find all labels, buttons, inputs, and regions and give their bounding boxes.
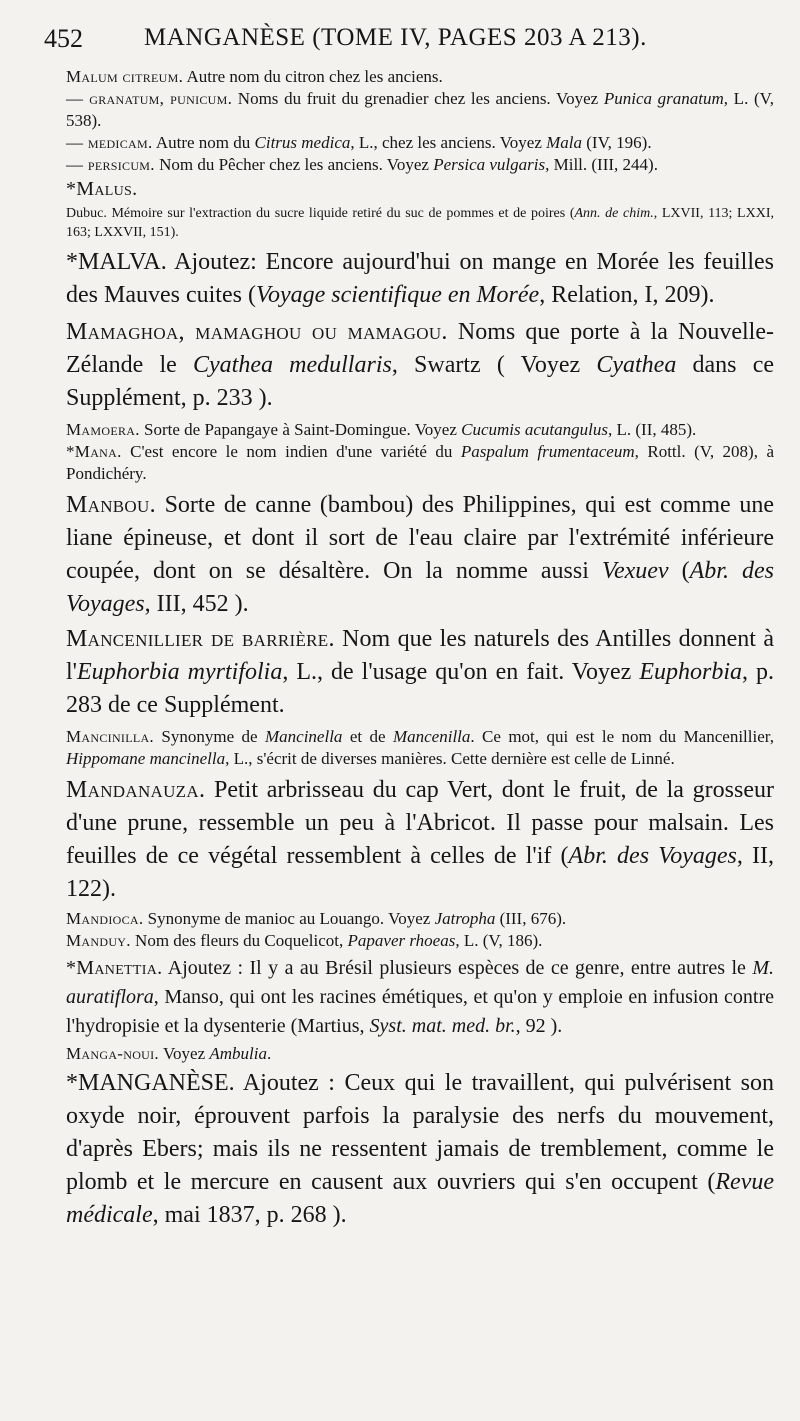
dictionary-entries xyxy=(66,66,774,1232)
entry-mandanauza: Mandanauza. Petit arbrisseau du cap Vert, dont le fruit, de la grosseur d'une prune, ressemble un peu à l'Abricot. Il passe pour malsain. Les feuilles de ce végétal ressemblent à celles de l'if (Abr. des Voyages, II, 122). xyxy=(66,777,774,902)
entry-persicum: — persicum. Nom du Pêcher chez les anciens. Voyez Persica vulgaris, Mill. (III, 244). xyxy=(66,155,658,174)
entry-headword: *MALVA. xyxy=(66,249,167,275)
entry-malum-citreum: Malum citreum. Autre nom du citron chez les anciens. xyxy=(66,67,443,86)
entry-manbou: Manbou. Sorte de canne (bambou) des Philippines, qui est comme une liane épineuse, et dont il sort de l'eau claire par l'extrémité inférieure coupée, dont on se désaltère. On la nomme aussi Vexuev (Abr. des Voyages, III, 452 ). xyxy=(66,492,774,617)
entry-malva: *MALVA. Ajoutez: Encore aujourd'hui on mange en Morée les feuilles des Mauves cuites (Voyage scientifique en Morée, Relation, I, 209). xyxy=(66,249,774,308)
entry-granatum: — granatum, punicum. Noms du fruit du grenadier chez les anciens. Voyez Punica granatum, L. (V, 538). xyxy=(66,89,774,130)
entry-malus-reference: Dubuc. Mémoire sur l'extraction du sucre liquide retiré du suc de pommes et de poires (Ann. de chim., LXVII, 113; LXXI, 163; LXXVII, 151). xyxy=(66,206,774,240)
entry-manduy: Manduy. Nom des fleurs du Coquelicot, Papaver rhoeas, L. (V, 186). xyxy=(66,931,543,950)
entry-mana: *Mana. C'est encore le nom indien d'une variété du Paspalum frumentaceum, Rottl. (V, 208), à Pondichéry. xyxy=(66,442,774,483)
entry-medicam: — medicam. Autre nom du Citrus medica, L., chez les anciens. Voyez Mala (IV, 196). xyxy=(66,133,652,152)
entry-mamaghoa: Mamaghoa, mamaghou ou mamagou. Noms que porte à la Nouvelle-Zélande le Cyathea medullaris, Swartz ( Voyez Cyathea dans ce Supplément, p. 233 ). xyxy=(66,319,775,411)
entry-headword: Mamoera. xyxy=(66,420,140,439)
entry-headword: *Malus. xyxy=(66,178,138,200)
entry-headword: Mamaghoa, mamaghou ou mamagou. xyxy=(66,319,448,345)
entry-headword: *Manettia. xyxy=(66,957,163,979)
entry-headword: — persicum. xyxy=(66,155,155,174)
entry-manettia: *Manettia. Ajoutez : Il y a au Brésil plusieurs espèces de ce genre, entre autres le M. auratiflora, Manso, qui ont les racines émétiques, et qu'on y emploie en infusion contre l'hydropisie et la dysenterie (Martius, Syst. mat. med. br., 92 ). xyxy=(66,957,774,1037)
entry-manga-noui: Manga-noui. Voyez Ambulia. xyxy=(66,1044,272,1063)
entry-headword: Mandanauza. xyxy=(66,777,206,803)
entry-mamoera: Mamoera. Sorte de Papangaye à Saint-Domingue. Voyez Cucumis acutangulus, L. (II, 485). xyxy=(66,420,697,439)
page-header xyxy=(44,24,780,60)
entry-malus xyxy=(66,176,774,202)
entry-headword: *Mana. xyxy=(66,442,122,461)
entry-headword: Manga-noui. xyxy=(66,1044,159,1063)
entry-headword: Mandioca. xyxy=(66,909,144,928)
entry-headword: Mancinilla. xyxy=(66,727,154,746)
entry-headword: Mancenillier de barrière. xyxy=(66,626,335,652)
entry-mancinilla: Mancinilla. Synonyme de Mancinella et de Mancenilla. Ce mot, qui est le nom du Mancenillier, Hippomane mancinella, L., s'écrit de diverses manières. Cette dernière est celle de Linné. xyxy=(66,727,774,768)
entry-headword: *MANGANÈSE. xyxy=(66,1070,235,1096)
entry-headword: — granatum, punicum. xyxy=(66,89,233,108)
entry-manganese: *MANGANÈSE. Ajoutez : Ceux qui le travaillent, qui pulvérisent son oxyde noir, éprouvent parfois la paralysie des nerfs du mouvement, d'après Ebers; mais ils ne ressentent jamais de tremblement, comme le plomb et le mercure en causent aux ouvriers qui s'en occupent (Revue médicale, mai 1837, p. 268 ). xyxy=(66,1070,774,1228)
entry-headword: Malum citreum. xyxy=(66,67,184,86)
page-number: 452 xyxy=(44,24,83,53)
entry-headword: Manduy. xyxy=(66,931,131,950)
entry-headword: — medicam. xyxy=(66,133,153,152)
running-title: MANGANÈSE (TOME IV, PAGES 203 A 213). xyxy=(144,24,647,51)
entry-mancenillier: Mancenillier de barrière. Nom que les naturels des Antilles donnent à l'Euphorbia myrtifolia, L., de l'usage qu'on en fait. Voyez Euphorbia, p. 283 de ce Supplément. xyxy=(66,626,775,718)
entry-mandioca: Mandioca. Synonyme de manioc au Louango. Voyez Jatropha (III, 676). xyxy=(66,909,567,928)
entry-headword: Manbou. xyxy=(66,492,156,518)
